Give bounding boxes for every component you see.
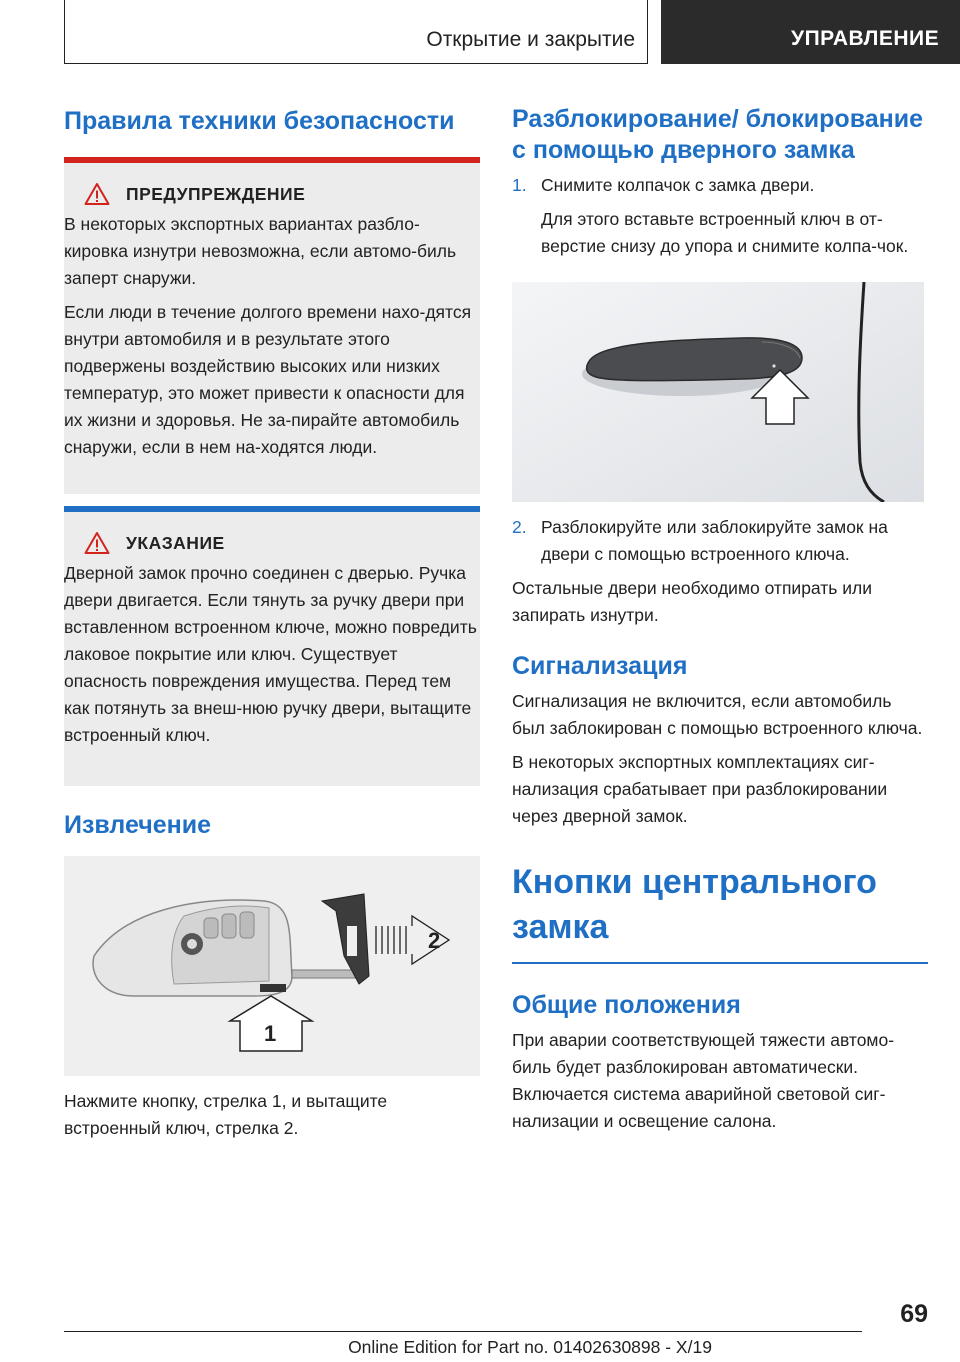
key-removal-figure — [64, 856, 480, 1076]
arrow-2-label: 2 — [428, 928, 441, 953]
left-column — [64, 100, 480, 1142]
caution-bar — [64, 506, 480, 512]
step-2-text: Разблокируйте или заблокируйте замок на двери с помощью встроенного ключа. — [541, 517, 888, 564]
safety-heading: Правила техники безопасности — [64, 107, 455, 135]
unlock-heading: Разблокирование/ блокирование с помощью дверного замка — [512, 105, 924, 164]
step-1 — [512, 172, 928, 260]
central-lock-heading: Кнопки центрального замка — [512, 863, 877, 946]
step-1-number: 1. — [512, 175, 527, 195]
step-2 — [512, 514, 928, 568]
step-2-number: 2. — [512, 517, 527, 537]
alarm-paragraph-1: Сигнализация не включится, если автомобиль был заблокирован с помощью встроенного ключа. — [512, 691, 923, 738]
door-handle-illustration — [512, 282, 924, 502]
other-doors-text: Остальные двери необходимо отпирать или запирать изнутри. — [512, 578, 873, 625]
caution-triangle-icon — [84, 531, 110, 555]
warning-box — [64, 157, 480, 494]
alarm-heading: Сигнализация — [512, 652, 688, 680]
arrow-1-label: 1 — [264, 1021, 277, 1046]
warning-triangle-icon — [84, 182, 110, 206]
header-chapter-tab — [661, 0, 960, 64]
step-1-text: Снимите колпачок с замка двери. — [541, 175, 815, 195]
warning-paragraph-2: Если люди в течение долгого времени нахо-дятся внутри автомобиля и в результате этого подвержены воздействию высоких или низких температур, это может привести к опасности для их жизни и здоровья. Не за-пирайте автомобиль снаружи, если в нем на-ходятся люди. — [64, 302, 472, 457]
removal-heading: Извлечение — [64, 811, 212, 839]
page-number: 69 — [900, 1300, 928, 1328]
header-section-title: Открытие и закрытие — [426, 28, 635, 51]
door-handle-figure — [512, 282, 924, 502]
warning-title: ПРЕДУПРЕЖДЕНИЕ — [126, 183, 306, 204]
warning-bar — [64, 157, 480, 163]
caution-title: УКАЗАНИЕ — [126, 532, 225, 553]
header-section-box — [64, 0, 648, 64]
footer-edition: Online Edition for Part no. 01402630898 - X/19 — [348, 1337, 712, 1357]
step-1-subtext: Для этого вставьте встроенный ключ в от-верстие снизу до упора и снимите колпа-чок. — [541, 209, 909, 256]
central-lock-rule — [512, 962, 928, 964]
header-chapter-title: УПРАВЛЕНИЕ — [791, 27, 940, 50]
key-illustration — [64, 856, 480, 1076]
caution-paragraph: Дверной замок прочно соединен с дверью. Ручка двери двигается. Если тянуть за ручку двери при вставленном встроенном ключе, можно повредить лаковое покрытие или ключ. Существует опасность повреждения имущества. Перед тем как потянуть за внеш-нюю ручку двери, вытащите встроенный ключ. — [64, 563, 477, 745]
warning-paragraph-1: В некоторых экспортных вариантах разбло-кировка изнутри невозможна, если автомо-биль заперт снаружи. — [64, 214, 457, 288]
right-column — [512, 100, 928, 1135]
general-heading: Общие положения — [512, 990, 741, 1019]
removal-text: Нажмите кнопку, стрелка 1, и вытащите встроенный ключ, стрелка 2. — [64, 1091, 388, 1138]
footer-rule — [64, 1331, 862, 1332]
caution-box — [64, 506, 480, 786]
alarm-paragraph-2: В некоторых экспортных комплектациях сиг-нализация срабатывает при разблокировании через дверной замок. — [512, 752, 888, 826]
general-paragraph: При аварии соответствующей тяжести автомо-биль будет разблокирован автоматически. Включается система аварийной световой сиг-нализации и освещение салона. — [512, 1029, 895, 1131]
